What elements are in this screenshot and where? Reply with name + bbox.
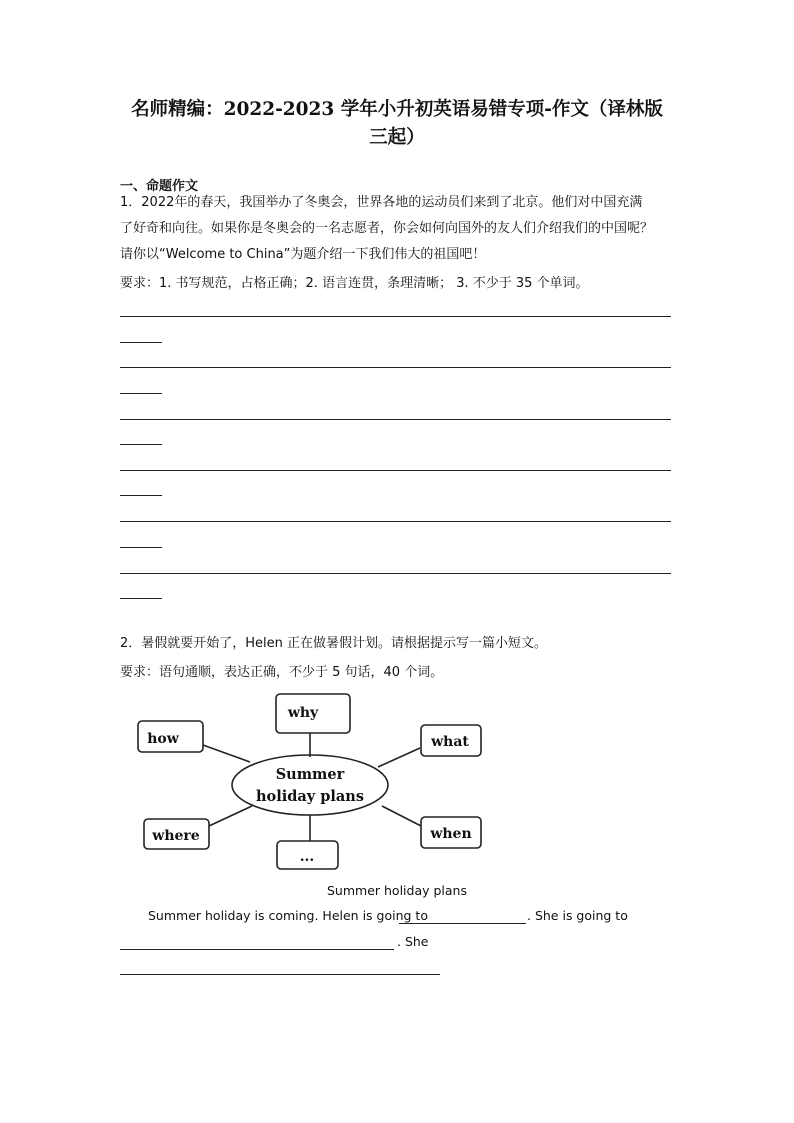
question-2-text: 2．暑假就要开始了，Helen 正在做暑假计划。请根据提示写一篇小短文。 bbox=[120, 636, 548, 651]
story-start: Summer holiday is coming. Helen is going to bbox=[148, 908, 428, 923]
blank-line-3[interactable] bbox=[120, 974, 440, 975]
connector-when bbox=[382, 806, 421, 826]
node-where-label: where bbox=[152, 828, 200, 844]
question-1-requirements: 要求：1. 书写规范，占格正确；2. 语言连贯，条理清晰； 3. 不少于 35 个单词。 bbox=[120, 276, 589, 291]
node-why-label: why bbox=[287, 705, 319, 721]
connector-how bbox=[203, 745, 250, 762]
story-she: . She bbox=[397, 934, 429, 949]
section-heading: 一、命题作文 bbox=[120, 179, 199, 194]
question-1-line-1: 1．2022年的春天，我国举办了冬奥会，世界各地的运动员们来到了北京。他们对中国充满 bbox=[120, 195, 643, 210]
question-1-line-2: 了好奇和向往。如果你是冬奥会的一名志愿者，你会如何向国外的友人们介绍我们的中国呢？ bbox=[120, 221, 654, 236]
blank-line-1[interactable] bbox=[399, 923, 526, 924]
story-mid: . She is going to bbox=[527, 908, 628, 923]
node-when-label: when bbox=[430, 826, 472, 842]
connector-what bbox=[378, 748, 420, 767]
title-line-1: 名师精编：2022-2023 学年小升初英语易错专项-作文（译林版 bbox=[131, 99, 663, 120]
question-2-requirements: 要求：语句通顺，表达正确，不少于 5 句话，40 个词。 bbox=[120, 665, 444, 680]
connector-where bbox=[209, 806, 252, 826]
center-ellipse bbox=[232, 755, 388, 815]
figure-caption: Summer holiday plans bbox=[327, 883, 467, 898]
node-what-label: what bbox=[431, 734, 469, 750]
blank-line-2[interactable] bbox=[120, 949, 394, 950]
node-more-label: ... bbox=[299, 849, 315, 865]
center-label-2: holiday plans bbox=[256, 788, 364, 805]
title-line-2: 三起） bbox=[369, 127, 425, 148]
node-how-label: how bbox=[147, 731, 179, 747]
question-1-line-3: 请你以“Welcome to China”为题介绍一下我们伟大的祖国吧！ bbox=[120, 247, 486, 262]
center-label-1: Summer bbox=[275, 766, 345, 783]
